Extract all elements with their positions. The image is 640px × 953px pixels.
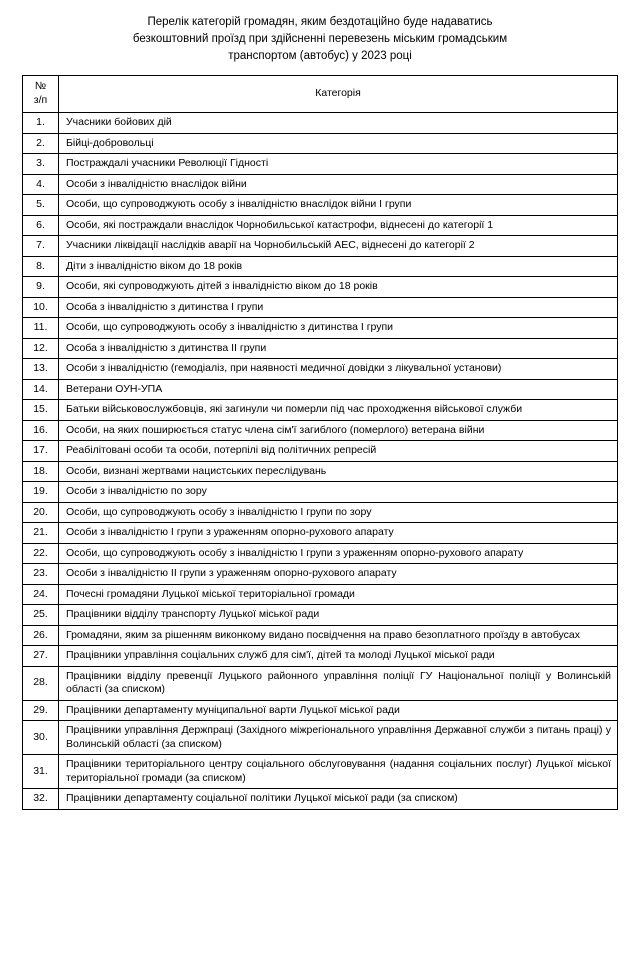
row-number: 26.: [23, 625, 59, 646]
row-category: Особи з інвалідністю внаслідок війни: [59, 174, 618, 195]
row-category: Особа з інвалідністю з дитинства ІІ групи: [59, 338, 618, 359]
row-number: 5.: [23, 195, 59, 216]
table-row: [23, 646, 618, 667]
table-row: [23, 318, 618, 339]
row-number: 31.: [23, 755, 59, 789]
row-category: Учасники ліквідації наслідків аварії на Чорнобильській АЕС, віднесені до категорії 2: [59, 236, 618, 257]
table-row: [23, 625, 618, 646]
row-number: 32.: [23, 789, 59, 810]
page-title-line-2: безкоштовний проїзд при здійсненні перевезень міським громадським: [132, 33, 508, 45]
row-category: Реабілітовані особи та особи, потерпілі від політичних репресій: [59, 441, 618, 462]
row-category: Особа з інвалідністю з дитинства І групи: [59, 297, 618, 318]
row-number: 8.: [23, 256, 59, 277]
row-category: Особи, що супроводжують особу з інвалідністю І групи по зору: [59, 502, 618, 523]
row-category: Особи, які супроводжують дітей з інвалідністю віком до 18 років: [59, 277, 618, 298]
row-category: Особи, що супроводжують особу з інвалідністю з дитинства І групи: [59, 318, 618, 339]
row-category: Особи з інвалідністю (гемодіаліз, при наявності медичної довідки з лікувальної установи): [59, 359, 618, 380]
row-category: Особи з інвалідністю по зору: [59, 482, 618, 503]
table-header-row: [23, 76, 618, 113]
table-row: [23, 564, 618, 585]
row-number: 19.: [23, 482, 59, 503]
table-row: [23, 461, 618, 482]
row-number: 24.: [23, 584, 59, 605]
table-row: [23, 133, 618, 154]
row-category: Особи, що супроводжують особу з інвалідністю внаслідок війни І групи: [59, 195, 618, 216]
row-number: 11.: [23, 318, 59, 339]
row-number: 1.: [23, 113, 59, 134]
table-row: [23, 523, 618, 544]
table-row: [23, 338, 618, 359]
categories-table: [22, 75, 618, 810]
row-number: 6.: [23, 215, 59, 236]
column-header-category: Категорія: [59, 76, 618, 113]
table-row: [23, 359, 618, 380]
table-body: [23, 113, 618, 810]
row-number: 21.: [23, 523, 59, 544]
row-category: Працівники управління Держпраці (Західного міжрегіонального управління Державної служби з питань праці) у Волинській області (за списком): [59, 721, 618, 755]
table-row: [23, 605, 618, 626]
page-title-line-3: транспортом (автобус) у 2023 році: [228, 50, 412, 62]
table-row: [23, 379, 618, 400]
table-row: [23, 700, 618, 721]
row-number: 23.: [23, 564, 59, 585]
row-category: Почесні громадяни Луцької міської територіальної громади: [59, 584, 618, 605]
row-category: Особи з інвалідністю І групи з ураженням опорно-рухового апарату: [59, 523, 618, 544]
row-category: Ветерани ОУН-УПА: [59, 379, 618, 400]
row-category: Діти з інвалідністю віком до 18 років: [59, 256, 618, 277]
row-category: Постраждалі учасники Революції Гідності: [59, 154, 618, 175]
row-number: 14.: [23, 379, 59, 400]
row-category: Працівники відділу транспорту Луцької міської ради: [59, 605, 618, 626]
row-number: 4.: [23, 174, 59, 195]
row-number: 7.: [23, 236, 59, 257]
table-row: [23, 113, 618, 134]
table-row: [23, 666, 618, 700]
row-category: Особи, які постраждали внаслідок Чорнобильської катастрофи, віднесені до категорії 1: [59, 215, 618, 236]
table-row: [23, 215, 618, 236]
row-category: Працівники департаменту муніципальної варти Луцької міської ради: [59, 700, 618, 721]
row-category: Особи, визнані жертвами нацистських переслідувань: [59, 461, 618, 482]
table-row: [23, 441, 618, 462]
table-row: [23, 584, 618, 605]
row-category: Громадяни, яким за рішенням виконкому видано посвідчення на право безоплатного проїзду в автобусах: [59, 625, 618, 646]
row-number: 3.: [23, 154, 59, 175]
table-row: [23, 277, 618, 298]
row-category: Особи з інвалідністю ІІ групи з ураженням опорно-рухового апарату: [59, 564, 618, 585]
row-number: 20.: [23, 502, 59, 523]
table-row: [23, 789, 618, 810]
table-row: [23, 236, 618, 257]
table-row: [23, 755, 618, 789]
row-number: 9.: [23, 277, 59, 298]
row-category: Особи, що супроводжують особу з інвалідністю І групи з ураженням опорно-рухового апарату: [59, 543, 618, 564]
page-title: [22, 14, 618, 65]
column-header-number: [23, 76, 59, 113]
row-number: 25.: [23, 605, 59, 626]
table-row: [23, 154, 618, 175]
row-number: 10.: [23, 297, 59, 318]
table-row: [23, 297, 618, 318]
row-category: Особи, на яких поширюється статус члена сім'ї загиблого (померлого) ветерана війни: [59, 420, 618, 441]
table-row: [23, 543, 618, 564]
table-row: [23, 482, 618, 503]
row-number: 2.: [23, 133, 59, 154]
table-row: [23, 502, 618, 523]
row-number: 16.: [23, 420, 59, 441]
row-category: Учасники бойових дій: [59, 113, 618, 134]
row-number: 18.: [23, 461, 59, 482]
row-category: Працівники територіального центру соціального обслуговування (надання соціальних послуг) Луцької міської територіальної громади (за списком): [59, 755, 618, 789]
row-number: 27.: [23, 646, 59, 667]
column-header-number-line2: з/п: [33, 93, 48, 106]
page-title-line-1: Перелік категорій громадян, яким бездотаційно буде надаватись: [147, 16, 493, 28]
row-number: 15.: [23, 400, 59, 421]
table-row: [23, 174, 618, 195]
table-header: [23, 76, 618, 113]
row-category: Працівники департаменту соціальної політики Луцької міської ради (за списком): [59, 789, 618, 810]
row-category: Працівники відділу превенції Луцького районного управління поліції ГУ Національної поліції у Волинській області (за списком): [59, 666, 618, 700]
row-number: 17.: [23, 441, 59, 462]
row-number: 13.: [23, 359, 59, 380]
table-row: [23, 400, 618, 421]
table-row: [23, 195, 618, 216]
table-row: [23, 721, 618, 755]
table-row: [23, 420, 618, 441]
table-row: [23, 256, 618, 277]
row-number: 28.: [23, 666, 59, 700]
row-number: 12.: [23, 338, 59, 359]
column-header-number-line1: №: [34, 80, 47, 92]
row-number: 22.: [23, 543, 59, 564]
row-category: Бійці-добровольці: [59, 133, 618, 154]
row-number: 30.: [23, 721, 59, 755]
row-category: Працівники управління соціальних служб для сім'ї, дітей та молоді Луцької міської ради: [59, 646, 618, 667]
row-number: 29.: [23, 700, 59, 721]
row-category: Батьки військовослужбовців, які загинули чи померли під час проходження військової служби: [59, 400, 618, 421]
